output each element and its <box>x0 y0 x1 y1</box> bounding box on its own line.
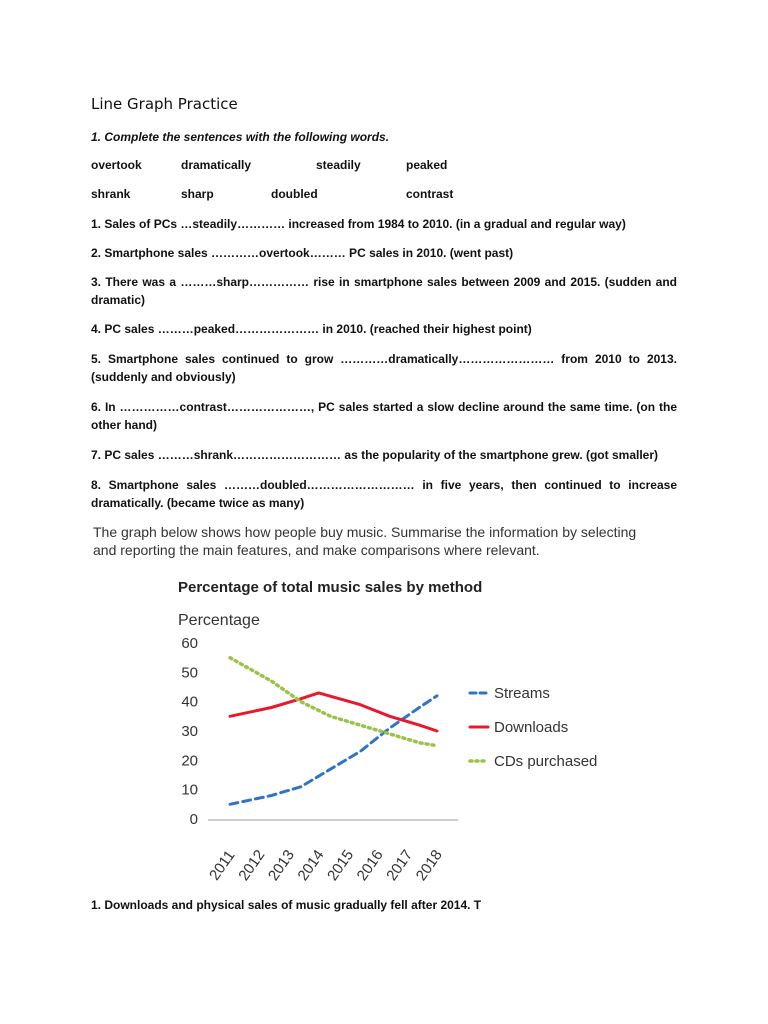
series-line-downloads <box>230 693 437 731</box>
legend-label: Downloads <box>494 719 569 736</box>
y-tick-label: 60 <box>181 635 198 652</box>
word-option: peaked <box>406 158 448 172</box>
instruction: 1. Complete the sentences with the following words. <box>91 130 390 144</box>
sentence-7: 7. PC sales ………shrank……………………… as the popularity of the smartphone grew. (got smaller) <box>91 448 658 462</box>
sentence-5: 5. Smartphone sales continued to grow …………dramatically…………………… from 2010 to 2013. (suddenly and obviously) <box>91 352 677 384</box>
series-line-streams <box>230 696 437 805</box>
x-tick-label: 2016 <box>353 846 387 884</box>
page-title: Line Graph Practice <box>91 95 238 113</box>
word-option: overtook <box>91 158 142 172</box>
y-tick-label: 50 <box>181 664 198 682</box>
x-tick-label: 2017 <box>383 846 417 884</box>
legend-label: Streams <box>494 685 550 702</box>
legend-label: CDs purchased <box>494 753 598 770</box>
x-tick-label: 2014 <box>294 846 328 884</box>
y-tick-label: 30 <box>181 723 198 740</box>
y-tick-label: 40 <box>181 693 198 711</box>
task-prompt: The graph below shows how people buy music. Summarise the information by selecting and reporting the main features, and make comparisons where relevant. <box>93 524 637 558</box>
word-option: steadily <box>316 158 361 172</box>
word-option: doubled <box>271 187 318 201</box>
y-tick-label: 20 <box>181 752 198 770</box>
x-tick-label: 2015 <box>324 846 358 884</box>
series-line-cds-purchased <box>230 658 437 746</box>
word-option: sharp <box>181 187 214 201</box>
sentence-3: 3. There was a ………sharp…………… rise in smartphone sales between 2009 and 2015. (sudden and dramatic) <box>91 275 677 307</box>
sentence-6: 6. In ……………contrast…………………, PC sales started a slow decline around the same time. (on the other hand) <box>91 400 677 432</box>
sentence-2: 2. Smartphone sales …………overtook……… PC sales in 2010. (went past) <box>91 246 514 260</box>
x-tick-label: 2012 <box>235 846 269 884</box>
word-option: dramatically <box>181 158 252 172</box>
sentence-8: 8. Smartphone sales ………doubled……………………… in five years, then continued to increase dramatically. (became twice as many) <box>91 478 677 510</box>
y-tick-label: 10 <box>181 781 198 799</box>
x-tick-label: 2013 <box>264 846 298 884</box>
y-axis-label: Percentage <box>178 612 260 629</box>
x-tick-label: 2018 <box>412 846 446 884</box>
x-tick-label: 2011 <box>206 847 239 884</box>
word-option: shrank <box>91 187 131 201</box>
sentence-1: 1. Sales of PCs …steadily………… increased from 1984 to 2010. (in a gradual and regular way) <box>91 217 626 231</box>
sentence-4: 4. PC sales ………peaked………………… in 2010. (reached their highest point) <box>91 322 532 336</box>
chart-title: Percentage of total music sales by method <box>178 579 483 596</box>
question-1: 1. Downloads and physical sales of music gradually fell after 2014. T <box>91 898 482 912</box>
y-tick-label: 0 <box>189 811 198 828</box>
word-option: contrast <box>406 187 454 201</box>
